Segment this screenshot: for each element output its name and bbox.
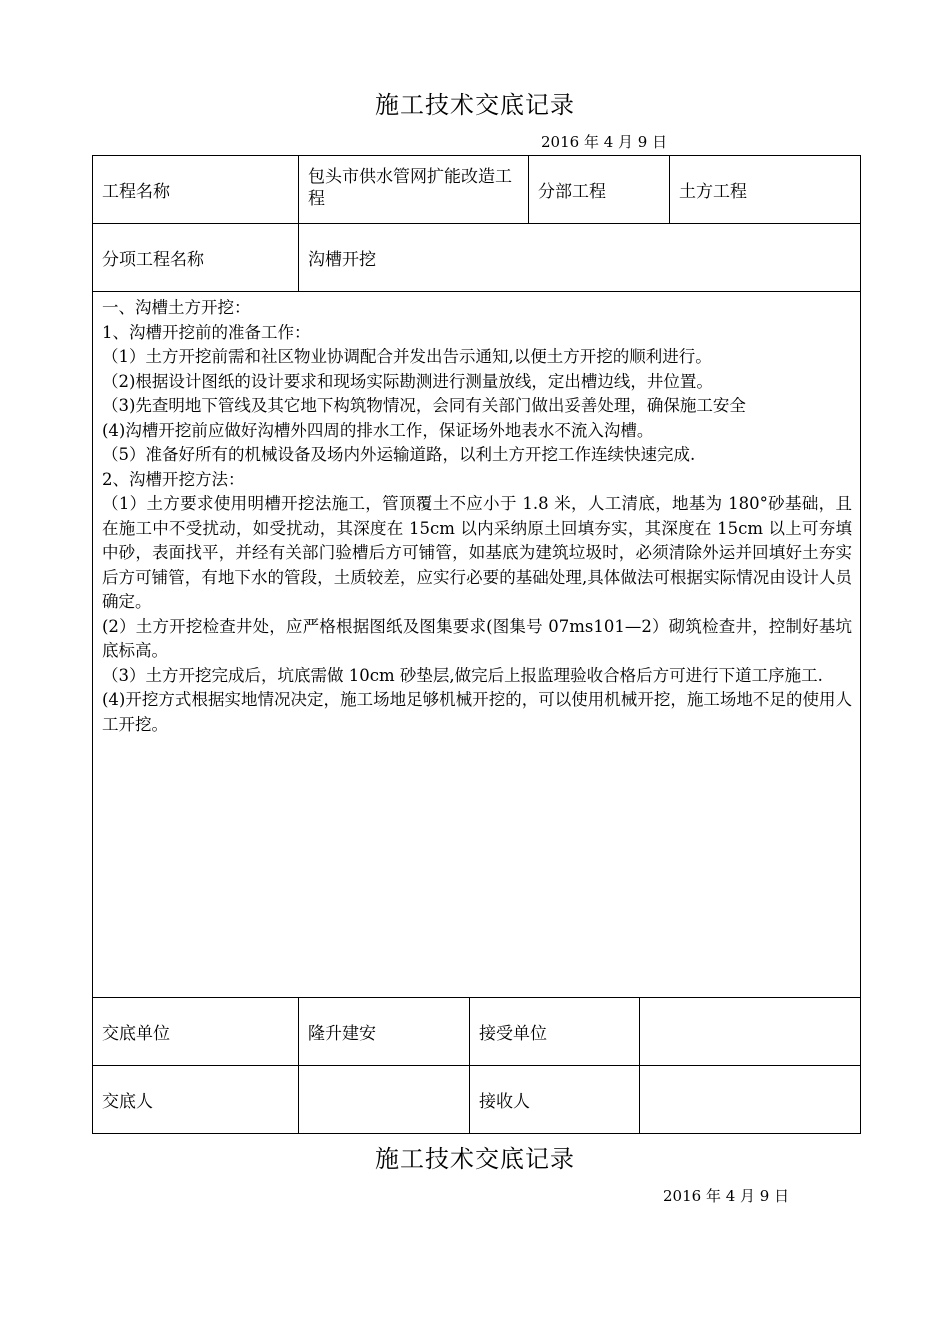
content-line: （3)先查明地下管线及其它地下构筑物情况，会同有关部门做出妥善处理，确保施工安全: [102, 396, 746, 415]
handover-unit-value: 隆升建安: [299, 998, 470, 1065]
person-row: [93, 1066, 860, 1133]
receiver-value: [640, 1066, 860, 1133]
handover-person-value: [299, 1066, 470, 1133]
handover-content: [93, 292, 860, 998]
division-value: 土方工程: [679, 182, 747, 202]
content-paragraph: （3）土方开挖完成后，坑底需做 10cm 砂垫层,做完后上报监理验收合格后方可进行下道工序施工.: [102, 665, 823, 685]
content-line: (4)沟槽开挖前应做好沟槽外四周的排水工作，保证场外地表水不流入沟槽。: [102, 420, 654, 440]
project-name-value: 包头市供水管网扩能改造工程: [299, 156, 529, 223]
content-line: （5）准备好所有的机械设备及场内外运输道路，以利土方开挖工作连续快速完成.: [102, 445, 696, 464]
project-row: [93, 156, 860, 224]
document-date: 2016 年 4 月 9 日: [541, 133, 668, 151]
receive-unit-label: 接受单位: [470, 998, 640, 1065]
handover-table: [92, 155, 861, 1134]
handover-person-label: 交底人: [93, 1066, 299, 1133]
receive-unit-value: [640, 998, 860, 1065]
next-page-date: 2016 年 4 月 9 日: [663, 1187, 790, 1205]
content-line: 2、沟槽开挖方法：: [102, 469, 245, 489]
project-name-label: 工程名称: [93, 156, 299, 223]
content-paragraph: （1）土方要求使用明槽开挖法施工，管顶覆土不应小于 1.8 米，人工清底，地基为 180°砂基础，且在施工中不受扰动，如受扰动，其深度在 15cm 以内采纳原土回填夯实，其深度在 15cm 以上可夯填中砂，表面找平，并经有关部门验槽后方可铺管，如基底为建筑垃圾时，必须清除外运并回填好土夯实后方可铺管，有地下水的管段，土质较差，应实行必要的基础处理,具体做法可根据实际情况由设计人员确定。: [102, 494, 852, 611]
content-line: 一、沟槽土方开挖：: [102, 298, 251, 317]
content-line: 1、沟槽开挖前的准备工作：: [102, 322, 311, 342]
content-line: （2)根据设计图纸的设计要求和现场实际勘测进行测量放线，定出槽边线，井位置。: [102, 371, 713, 391]
document-title: 施工技术交底记录: [375, 91, 575, 119]
handover-unit-label: 交底单位: [93, 998, 299, 1065]
content-paragraph: (2）土方开挖检查井处，应严格根据图纸及图集要求(图集号 07ms101—2）砌筑检查井，控制好基坑底标高。: [102, 616, 852, 660]
receiver-label: 接收人: [470, 1066, 640, 1133]
unit-row: [93, 998, 860, 1066]
division-label: 分部工程: [529, 156, 670, 223]
subitem-label: 分项工程名称: [93, 224, 299, 291]
content-paragraph: (4)开挖方式根据实地情况决定，施工场地足够机械开挖的，可以使用机械开挖，施工场地不足的使用人工开挖。: [102, 690, 852, 734]
subitem-value: 沟槽开挖: [308, 250, 376, 270]
content-line: （1）土方开挖前需和社区物业协调配合并发出告示通知,以便土方开挖的顺利进行。: [102, 347, 712, 366]
subitem-row: [93, 224, 860, 292]
next-page-title: 施工技术交底记录: [375, 1145, 575, 1173]
